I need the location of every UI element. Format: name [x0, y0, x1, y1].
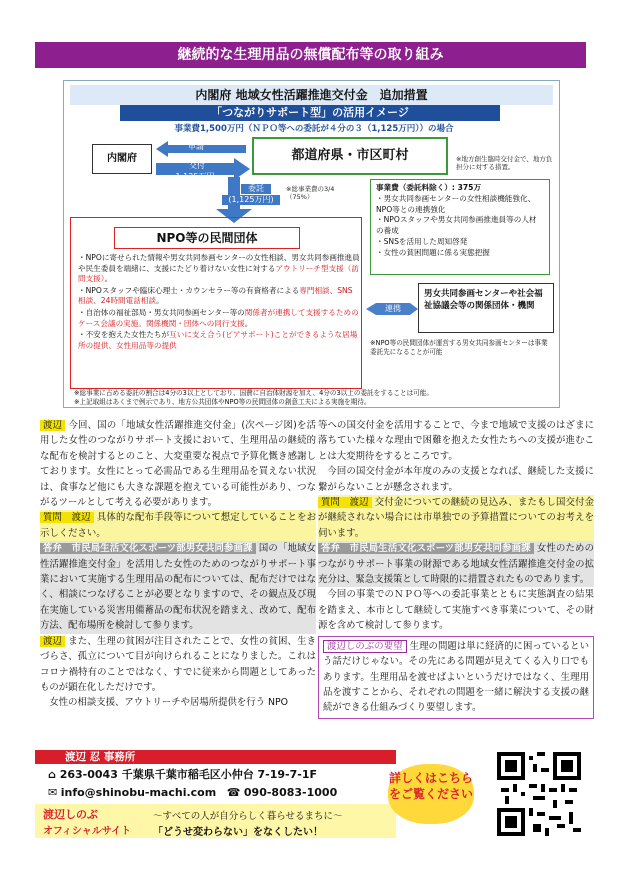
footnote-1: ※総事業に占める委託の割合は4分の3以上としており、国費に自治体財源を加え、4分の3以上の委託をすることは可能。 [74, 389, 433, 397]
address-line: ⌂ 263-0043 千葉県千葉市稲毛区小仲台 7-19-7-1F [48, 768, 317, 781]
npo-item-outreach: ・NPOに寄せられた情報や男女共同参画センターの女性相談、男女共同参画推進員や民生委員を端緒に、支援にたどり着けない女性に対するアウトリーチ型支援（訪問支援）。 [78, 253, 360, 284]
slogan-line-1: ～すべての人が自分らしく暮らせるまちに～ [153, 811, 343, 822]
details-callout[interactable]: 詳しくはこちらをご覧ください [388, 764, 474, 824]
diagram-footnotes [74, 389, 554, 406]
answer-tag: 答弁 市民局生活文化スポーツ部男女共同参画課 [40, 543, 256, 554]
paragraph: 今回の国交付金が本年度のみの支援となれば、継続した支援に繋がらないことが懸念されます。 [318, 466, 594, 493]
speaker-tag: 渡辺 [40, 636, 65, 647]
qr-code[interactable] [497, 752, 581, 836]
apply-label: 申請 [188, 142, 204, 151]
npo-title: NPO等の民間団体 [114, 227, 300, 249]
question-block: 質問 渡辺 交付金についての継続の見込み、またもし国交付金が継続されない場合には市単独での予算措置についてのお考えを伺います。 [318, 495, 594, 541]
npo-item-consultation: ・NPOスタッフや臨床心理士・カウンセラー等の有資格者による専門相談、SNS相談、24時間電話相談。 [78, 285, 353, 306]
cabinet-office-box: 内閣府 [92, 144, 152, 174]
footnote-2: ※上記取組はあくまで例示であり、地方公共団体やNPO等の民間団体の創意工夫による実施を期待。 [74, 397, 371, 406]
site-label: オフィシャルサイト [43, 826, 131, 837]
paragraph: 今回の事業でのＮＰＯ等への委託事業とともに実態調査の結果を踏まえ、本市として継続して実施すべき事業について、その財源を含めて検討して参ります。 [318, 589, 594, 632]
diagram-subtitle: 「つながりサポート型」の活用イメージ [120, 105, 500, 121]
home-icon: ⌂ [48, 768, 56, 781]
consign-amount: (1,125万円) [222, 195, 280, 205]
npo-item-peer-support: ・不安を抱えた女性たちが互いに支え合う(ピアサポート)ことができるような居場所の提供、女性用品等の提供 [78, 330, 358, 350]
paragraph: 渡辺 また、生理の貧困が注目されたことで、女性の貧困、生きづらさ、孤立について目が向けられることになりました。これはコロナ禍特有のことではなく、すでに従来から問題としてあったものが顕在化しただけです。 [40, 635, 316, 693]
business-item: ・SNSを活用した周知啓発 [376, 236, 468, 246]
link-label: 連携 [376, 303, 410, 315]
candidate-name: 渡辺しのぶ [43, 808, 98, 821]
question-tag: 質問 渡辺 [40, 512, 94, 523]
npo-operator-note: ※NPO等の民間団体が運営する男女共同参画センターは事業委託先になることが可能 [370, 339, 548, 356]
question-tag: 質問 渡辺 [318, 497, 372, 508]
office-name: 渡辺 忍 事務所 [35, 750, 396, 764]
request-tag: 渡辺しのぶの要望 [323, 640, 407, 653]
related-organizations-box: 男女共同参画センターや社会福祉協議会等の関係団体・機関 [418, 283, 554, 333]
link-arrow-left [366, 303, 376, 315]
phone-number[interactable]: 090-8083-1000 [243, 786, 338, 799]
prefecture-box: 都道府県・市区町村 [252, 137, 448, 175]
support-diagram [63, 80, 560, 408]
answer-block: 答弁 市民局生活文化スポーツ部男女共同参画課 国の「地域女性活躍推進交付金」を活用した女性のためのつながりサポート事業において実施する生理用品の配布については、配布だけではなく、相談につなげることが必要となりますので、その観点及び現在実施している災害用備蓄品の配布状況を踏まえ、改めて、配布方法、配布場所を検討して参ります。 [40, 541, 316, 633]
npo-item-case-meeting: ・自治体の福祉部局・男女共同参画センター等の関係者が連携して支援するためのケース会議の実施。関係機関・団体への同行支援。 [78, 307, 359, 328]
email-link[interactable]: info@shinobu-machi.com [60, 786, 217, 799]
question-block: 質問 渡辺 具体的な配布手段等について想定していることをお示しください。 [40, 510, 316, 541]
site-banner[interactable] [35, 804, 396, 838]
business-item: ・女性の貧困問題に係る実態把握 [376, 247, 490, 257]
business-cost-title: 事業費（委託料除く）: 375万 [376, 183, 482, 192]
right-column [318, 418, 594, 719]
left-column [40, 418, 316, 711]
request-block: 渡辺しのぶの要望 生理の問題は単に経済的に困っているという話だけじゃない。その先にある問題が見えてくる入り口でもあります。生理用品を渡せばよいというだけではなく、生理用品を渡すことから、それぞれの問題を一緒に解決する支援の継続ができる仕組みづくり要望します。 [318, 636, 594, 719]
link-arrow-right [410, 303, 418, 315]
paragraph: 渡辺 今回、国の「地域女性活躍推進交付金」(次ページ図)を活用した女性のつながりサポート支援において、生理用品の継続的な配布を検討するとのこと、大変重要な視点で予算化慨き感謝しております。女性にとって必需品である生理用品を買えない状況は、食事など他にも大きな課題を抱えている可能性があり、つながるツールとして考える必要があります。 [40, 420, 316, 509]
page-banner: 継続的な生理用品の無償配布等の取り組み [35, 42, 586, 68]
paragraph: 等への国交付金を活用することで、今まで地域で支援のはざまに落ちていた様々な理由で困難を抱えた女性たちへの支援が進むことは大変期待をするところです。 [318, 420, 594, 462]
speaker-tag: 渡辺 [40, 420, 65, 431]
consign-label: 委託 [241, 184, 271, 194]
answer-tag: 答弁 市民局生活文化スポーツ部男女共同参画課 [318, 543, 534, 554]
business-cost-box [370, 179, 550, 275]
paragraph: 女性の相談支援、アウトリーチや居場所提供を行う NPO [49, 697, 289, 709]
grant-amount: 1,125万円 [175, 172, 215, 181]
slogan-line-2: 「どうせ変わらない」をなくしたい！ [153, 827, 323, 838]
mail-icon: ✉ [48, 786, 58, 799]
phone-icon: ☎ [226, 786, 241, 799]
contact-line [48, 785, 337, 800]
business-item: ・NPOスタッフや男女共同参画推進員等の人材の養成 [376, 215, 537, 236]
business-item: ・男女共同参画センターの女性相談機能強化、NPO等との連携強化 [376, 193, 536, 214]
npo-activity-list [78, 253, 360, 352]
grant-note: ※地方創生臨時交付金で、地方負担分に対する措置。 [456, 155, 553, 171]
consign-note: ※総事業費の3/4（75%） [286, 185, 335, 201]
answer-block: 答弁 市民局生活文化スポーツ部男女共同参画課 女性のためのつながりサポート事業の財源である地域女性活躍推進交付金の拡充分は、緊急支援策として時限的に措置されたものであります。 [318, 541, 594, 587]
diagram-cost: 事業費1,500万円（ＮＰＯ等への委託が４分の３（1,125万円））の場合 [174, 124, 454, 134]
grant-label: 交付 [189, 161, 205, 170]
diagram-title: 内閣府 地域女性活躍推進交付金 追加措置 [70, 85, 553, 105]
